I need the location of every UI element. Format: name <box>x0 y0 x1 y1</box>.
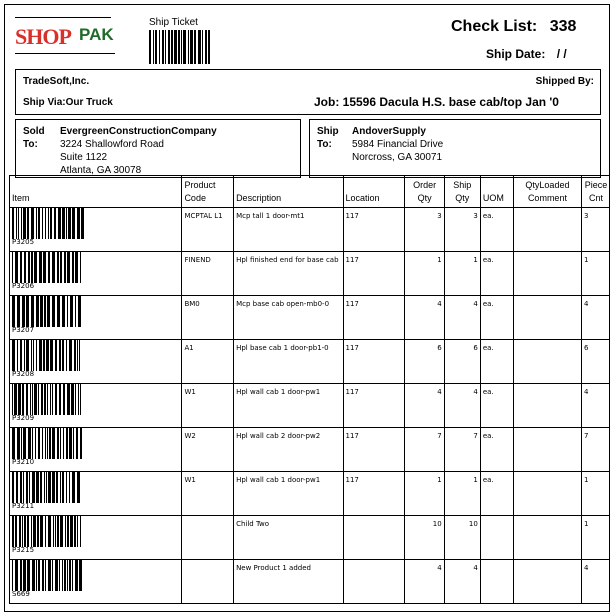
description: New Product 1 added <box>236 564 311 572</box>
order-qty: 4 <box>437 388 442 396</box>
ship-date-value: / / <box>556 47 567 61</box>
ship-to-line1: 5984 Financial Drive <box>352 139 444 150</box>
ship-to-box <box>309 119 601 178</box>
piece-cnt: 6 <box>584 344 589 352</box>
uom: ea. <box>482 212 494 220</box>
description: Mcp base cab open-mb0-0 <box>236 300 330 308</box>
description: Mcp tall 1 door-mt1 <box>236 212 305 220</box>
check-list-number: 338 <box>549 18 577 35</box>
uom: ea. <box>482 300 494 308</box>
order-qty: 1 <box>437 256 442 264</box>
ship-date <box>486 47 567 61</box>
product-code: W1 <box>184 388 196 396</box>
location: 117 <box>345 212 359 220</box>
table-row <box>10 384 611 428</box>
item-barcode <box>12 296 84 327</box>
piece-cnt: 4 <box>584 388 589 396</box>
description: Hpl wall cab 2 door-pw2 <box>236 432 321 440</box>
item-cell <box>10 384 182 428</box>
product-code: MCPTAL L1 <box>184 212 223 220</box>
comment <box>516 384 579 388</box>
comment <box>516 516 579 520</box>
item-barcode <box>12 208 84 239</box>
description: Hpl base cab 1 door-pb1-0 <box>236 344 329 352</box>
location: 117 <box>345 476 359 484</box>
item-number: P3210 <box>12 458 35 466</box>
col-qtyloaded-comment: QtyLoaded Comment <box>513 176 581 208</box>
product-code: FINEND <box>184 256 211 264</box>
order-qty: 7 <box>437 432 442 440</box>
order-qty: 6 <box>437 344 442 352</box>
item-barcode <box>12 428 84 459</box>
item-number: P3215 <box>12 546 35 554</box>
ship-qty: 4 <box>473 388 478 396</box>
sold-to-address <box>60 125 217 177</box>
location: 117 <box>345 300 359 308</box>
ship-qty: 3 <box>473 212 478 220</box>
shipped-by: Shipped By: <box>535 76 594 87</box>
description: Hpl finished end for base cab <box>236 256 339 264</box>
order-info-box <box>15 69 601 115</box>
ship-qty: 6 <box>473 344 478 352</box>
col-order-qty: Order Qty <box>405 176 444 208</box>
ship-qty: 7 <box>473 432 478 440</box>
description: Child Two <box>236 520 270 528</box>
item-cell <box>10 428 182 472</box>
check-list-label: Check List: <box>451 18 538 35</box>
ship-to-line2: Norcross, GA 30071 <box>352 152 443 163</box>
table-row <box>10 472 611 516</box>
piece-cnt: 1 <box>584 256 589 264</box>
order-qty: 3 <box>437 212 442 220</box>
item-number: P3208 <box>12 370 35 378</box>
location: 117 <box>345 256 359 264</box>
piece-cnt: 4 <box>584 564 589 572</box>
piece-cnt: 7 <box>584 432 589 440</box>
table-row <box>10 428 611 472</box>
item-barcode <box>12 516 84 547</box>
logo-shop-text: SHOP <box>15 24 71 49</box>
product-code <box>184 560 231 564</box>
order-qty: 4 <box>437 564 442 572</box>
sold-to-line2: Suite 1122 <box>60 152 108 163</box>
sold-to-colon: To: <box>23 139 38 150</box>
col-item: Item <box>10 176 182 208</box>
job-title: Job: 15596 Dacula H.S. base cab/top Jan '0 <box>314 95 559 109</box>
item-barcode <box>12 560 84 591</box>
item-number: S669 <box>12 590 30 598</box>
item-cell <box>10 560 182 604</box>
piece-cnt: 3 <box>584 212 589 220</box>
item-number: P3207 <box>12 326 35 334</box>
product-code: W1 <box>184 476 196 484</box>
uom <box>483 560 511 564</box>
col-uom: UOM <box>480 176 513 208</box>
col-location: Location <box>343 176 405 208</box>
sold-to-label <box>23 125 45 151</box>
ship-date-label: Ship Date: <box>486 47 546 61</box>
shoppak-logo <box>15 17 114 52</box>
ship-qty: 4 <box>473 564 478 572</box>
col-piece-cnt: Piece Cnt <box>582 176 610 208</box>
item-number: P3205 <box>12 238 35 246</box>
order-qty: 4 <box>437 300 442 308</box>
ship-ticket-label: Ship Ticket <box>149 17 198 28</box>
ship-qty: 1 <box>473 256 478 264</box>
ship-to-name: AndoverSupply <box>352 126 426 137</box>
item-cell <box>10 472 182 516</box>
ship-ticket-page <box>4 4 610 612</box>
ship-qty: 4 <box>473 300 478 308</box>
product-code: A1 <box>184 344 194 352</box>
item-number: P3206 <box>12 282 35 290</box>
ship-label: Ship <box>317 126 339 137</box>
table-row <box>10 296 611 340</box>
product-code: W2 <box>184 432 196 440</box>
item-number: P3211 <box>12 502 35 510</box>
table-row <box>10 516 611 560</box>
item-cell <box>10 296 182 340</box>
ship-to-colon: To: <box>317 139 332 150</box>
description: Hpl wall cab 1 door-pw1 <box>236 388 321 396</box>
item-barcode <box>12 384 84 415</box>
location: 117 <box>345 388 359 396</box>
piece-cnt: 1 <box>584 520 589 528</box>
comment <box>516 472 579 476</box>
location <box>346 516 403 520</box>
location: 117 <box>345 432 359 440</box>
check-list-header <box>451 18 576 36</box>
table-row <box>10 208 611 252</box>
item-barcode <box>12 340 84 371</box>
location: 117 <box>345 344 359 352</box>
item-cell <box>10 516 182 560</box>
ship-to-address <box>352 125 443 164</box>
table-row <box>10 560 611 604</box>
company-name: TradeSoft,Inc. <box>23 76 90 87</box>
item-cell <box>10 208 182 252</box>
comment <box>516 208 579 212</box>
ship-to-label <box>317 125 339 151</box>
col-product-code: Product Code <box>182 176 234 208</box>
ship-qty: 10 <box>468 520 478 528</box>
item-cell <box>10 340 182 384</box>
col-ship-qty: Ship Qty <box>444 176 480 208</box>
uom <box>483 516 511 520</box>
uom: ea. <box>482 432 494 440</box>
comment <box>516 252 579 256</box>
logo-pak-text: PAK <box>79 25 114 44</box>
location <box>346 560 403 564</box>
sold-to-box <box>15 119 301 178</box>
sold-to-line1: 3224 Shallowford Road <box>60 139 164 150</box>
product-code <box>184 516 231 520</box>
uom: ea. <box>482 256 494 264</box>
comment <box>516 560 579 564</box>
comment <box>516 340 579 344</box>
uom: ea. <box>482 476 494 484</box>
order-qty: 1 <box>437 476 442 484</box>
sold-label: Sold <box>23 126 45 137</box>
table-row <box>10 340 611 384</box>
piece-cnt: 4 <box>584 300 589 308</box>
description: Hpl wall cab 1 door-pw1 <box>236 476 321 484</box>
piece-cnt: 1 <box>584 476 589 484</box>
col-description: Description <box>234 176 343 208</box>
ship-ticket-barcode <box>149 30 213 64</box>
sold-to-line3: Atlanta, GA 30078 <box>60 165 142 176</box>
comment <box>516 428 579 432</box>
ship-qty: 1 <box>473 476 478 484</box>
item-number: P3209 <box>12 414 35 422</box>
uom: ea. <box>482 388 494 396</box>
table-row <box>10 252 611 296</box>
table-header-row <box>10 176 611 208</box>
order-qty: 10 <box>432 520 442 528</box>
uom: ea. <box>482 344 494 352</box>
item-barcode <box>12 472 84 503</box>
item-barcode <box>12 252 84 283</box>
sold-to-name: EvergreenConstructionCompany <box>60 126 217 137</box>
ship-via: Ship Via:Our Truck <box>23 97 113 108</box>
comment <box>516 296 579 300</box>
item-cell <box>10 252 182 296</box>
product-code: BM0 <box>184 300 200 308</box>
items-table <box>9 175 610 604</box>
